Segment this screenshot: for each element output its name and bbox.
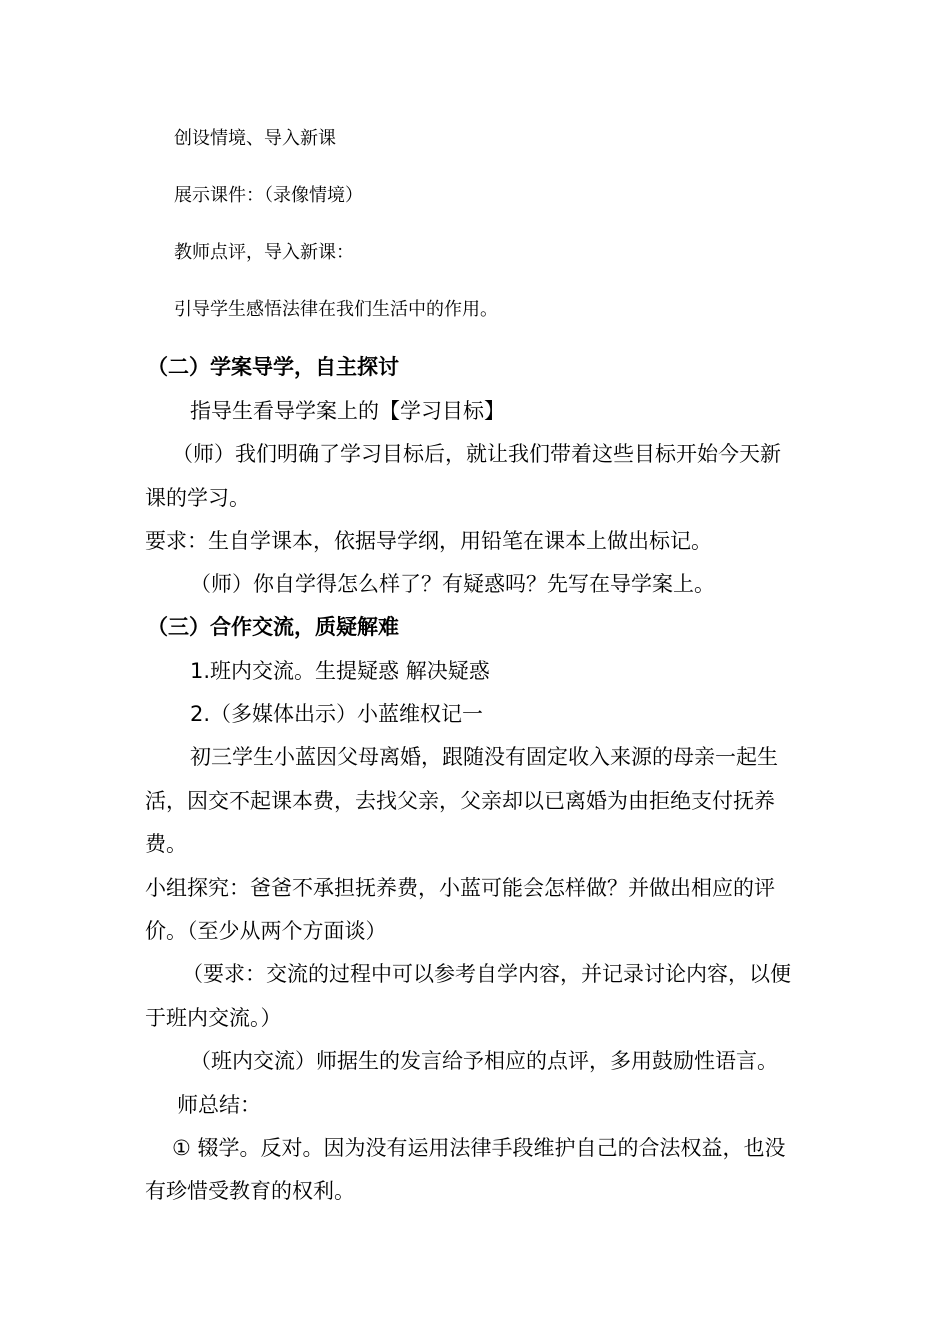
- text-line: 活，因交不起课本费，去找父亲，父亲却以已离婚为由拒绝支付抚养: [145, 789, 775, 813]
- text-line: 价。（至少从两个方面谈）: [145, 919, 387, 943]
- text-line: （师）你自学得怎么样了？有疑惑吗？先写在导学案上。: [190, 572, 715, 596]
- text-line: 2.（多媒体出示）小蓝维权记一: [190, 702, 484, 726]
- text-line: 有珍惜受教育的权利。: [145, 1179, 355, 1203]
- text-line: （班内交流）师据生的发言给予相应的点评，多用鼓励性语言。: [190, 1049, 778, 1073]
- text-line: 指导生看导学案上的【学习目标】: [190, 399, 505, 423]
- section-heading: （二）学案导学，自主探讨: [147, 355, 399, 379]
- text-line: ① 辍学。反对。因为没有运用法律手段维护自己的合法权益，也没: [172, 1136, 786, 1160]
- text-line: 教师点评，导入新课：: [174, 242, 354, 263]
- text-line: （要求：交流的过程中可以参考自学内容，并记录讨论内容，以便: [182, 962, 791, 986]
- text-line: 师总结：: [177, 1093, 261, 1117]
- text-line: 小组探究：爸爸不承担抚养费，小蓝可能会怎样做？并做出相应的评: [145, 876, 775, 900]
- text-line: 1.班内交流。生提疑惑 解决疑惑: [190, 659, 490, 683]
- text-line: （师）我们明确了学习目标后，就让我们带着这些目标开始今天新: [172, 442, 781, 466]
- text-line: 于班内交流。）: [145, 1006, 282, 1030]
- text-line: 展示课件：（录像情境）: [174, 185, 363, 206]
- text-line: 引导学生感悟法律在我们生活中的作用。: [174, 299, 498, 320]
- section-heading: （三）合作交流，质疑解难: [147, 615, 399, 639]
- text-line: 初三学生小蓝因父母离婚，跟随没有固定收入来源的母亲一起生: [190, 745, 778, 769]
- text-line: 要求：生自学课本，依据导学纲，用铅笔在课本上做出标记。: [145, 529, 712, 553]
- text-line: 课的学习。: [145, 486, 250, 510]
- text-line: 费。: [145, 832, 187, 856]
- text-line: 创设情境、导入新课: [174, 128, 336, 149]
